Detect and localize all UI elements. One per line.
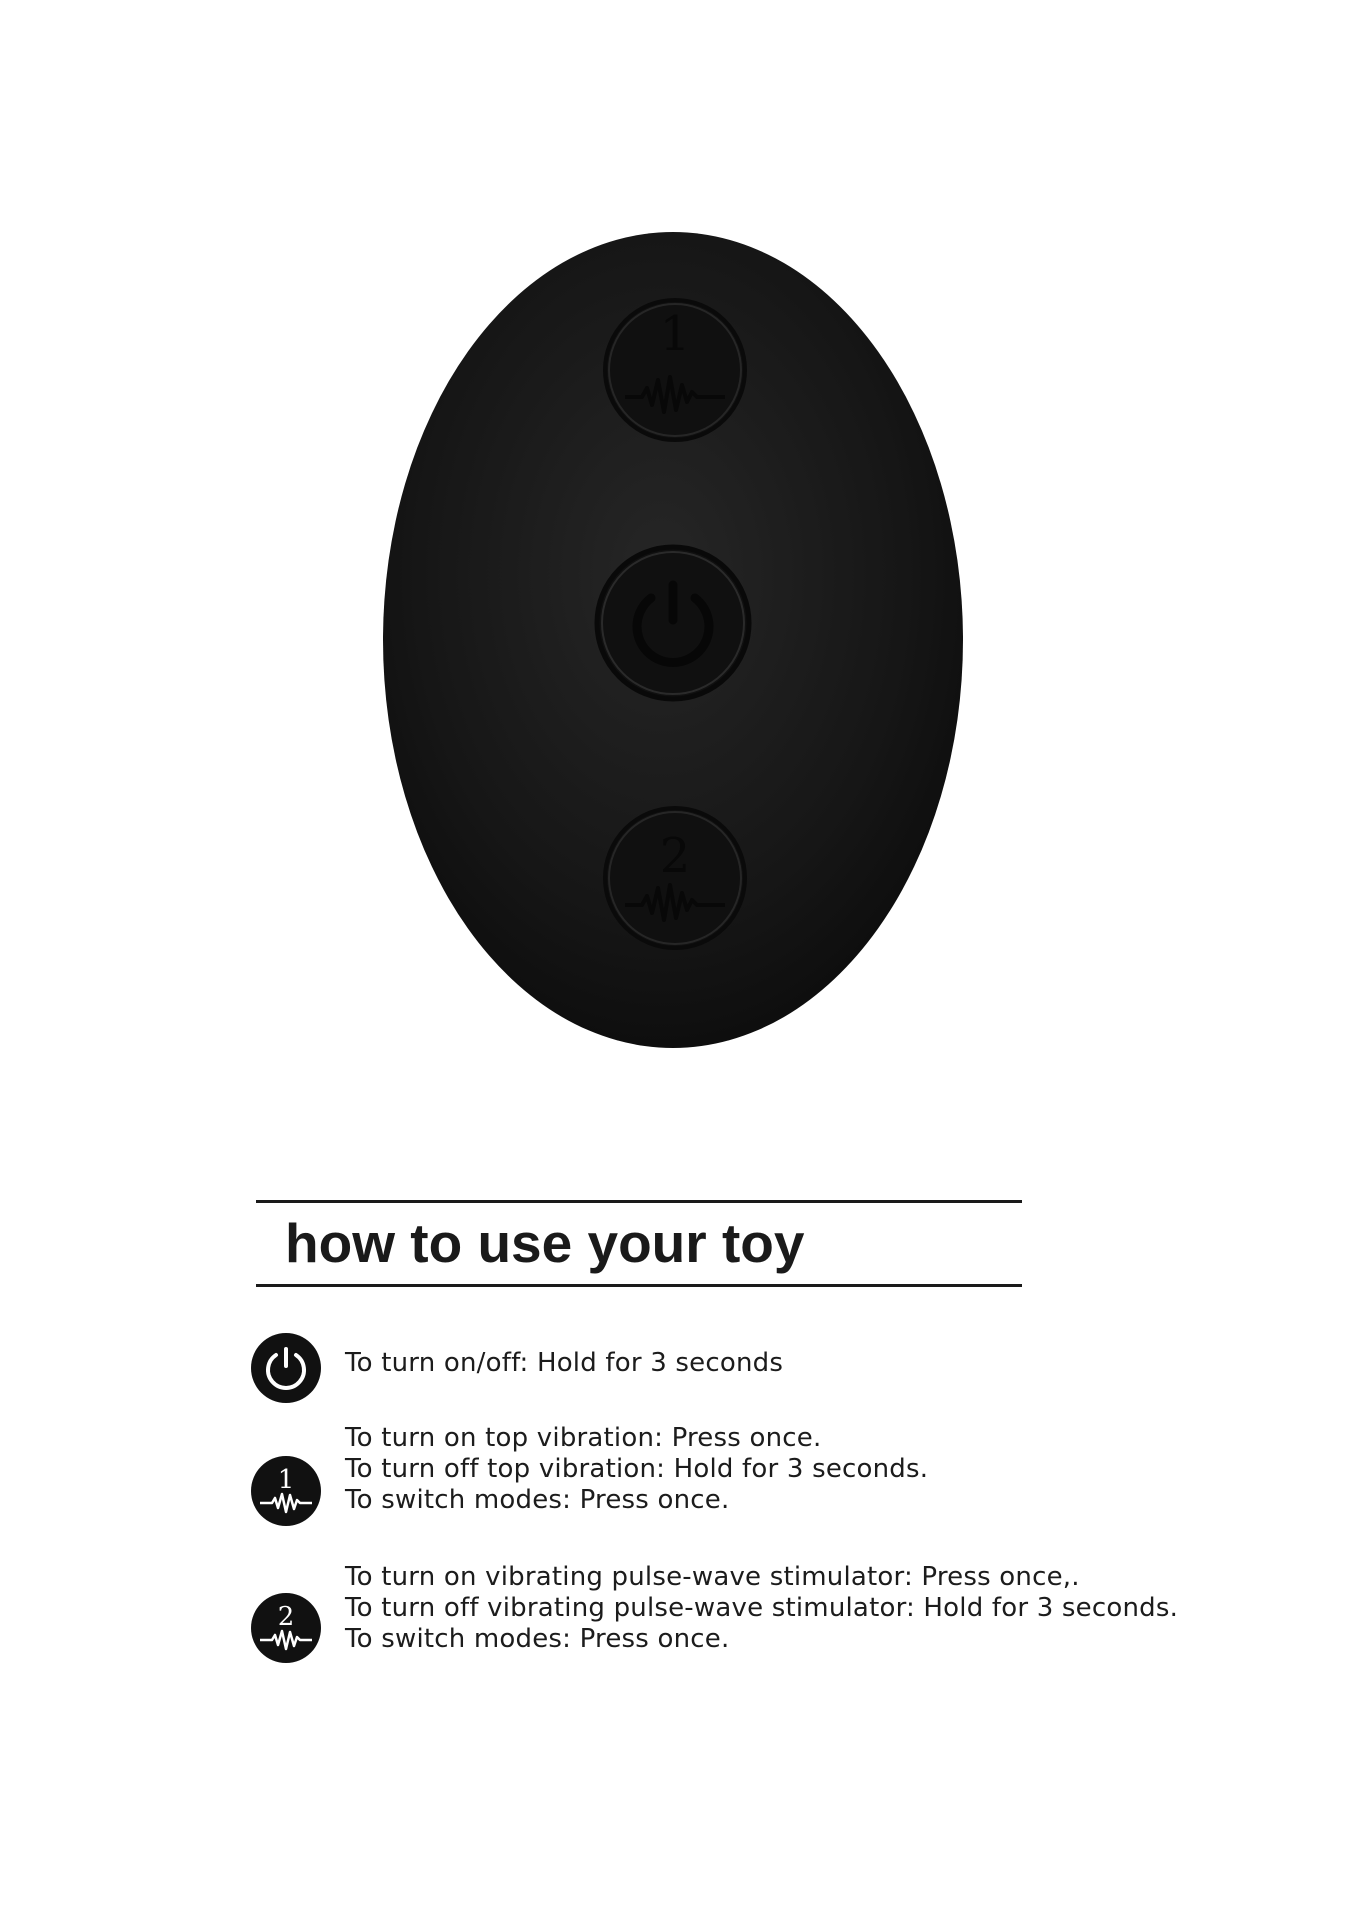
instruction-line: To turn off top vibration: Hold for 3 seconds.: [345, 1454, 929, 1484]
button-1-badge: 1: [277, 1465, 295, 1495]
remote-power-button: [597, 547, 749, 699]
instruction-line: To turn on vibrating pulse-wave stimulator: Press once,.: [345, 1562, 1080, 1592]
remote-button-1-label: 1: [659, 306, 691, 362]
button-2-badge: 2: [277, 1602, 295, 1632]
instruction-line: To switch modes: Press once.: [345, 1485, 730, 1515]
power-icon: [250, 1332, 322, 1404]
remote-button-1: [605, 300, 745, 440]
wave-icon: [250, 1592, 322, 1664]
heading-top-rule: [256, 1200, 1022, 1203]
remote-button-2: [605, 808, 745, 948]
remote-button-2-label: 2: [659, 828, 691, 884]
heading-bottom-rule: [256, 1284, 1022, 1287]
instruction-line: To turn on/off: Hold for 3 seconds: [345, 1348, 784, 1378]
instruction-line: To turn on top vibration: Press once.: [345, 1423, 822, 1453]
instruction-line: To turn off vibrating pulse-wave stimulator: Hold for 3 seconds.: [345, 1593, 1179, 1623]
wave-icon: [250, 1455, 322, 1527]
instruction-line: To switch modes: Press once.: [345, 1624, 730, 1654]
page-heading: how to use your toy: [285, 1212, 805, 1274]
